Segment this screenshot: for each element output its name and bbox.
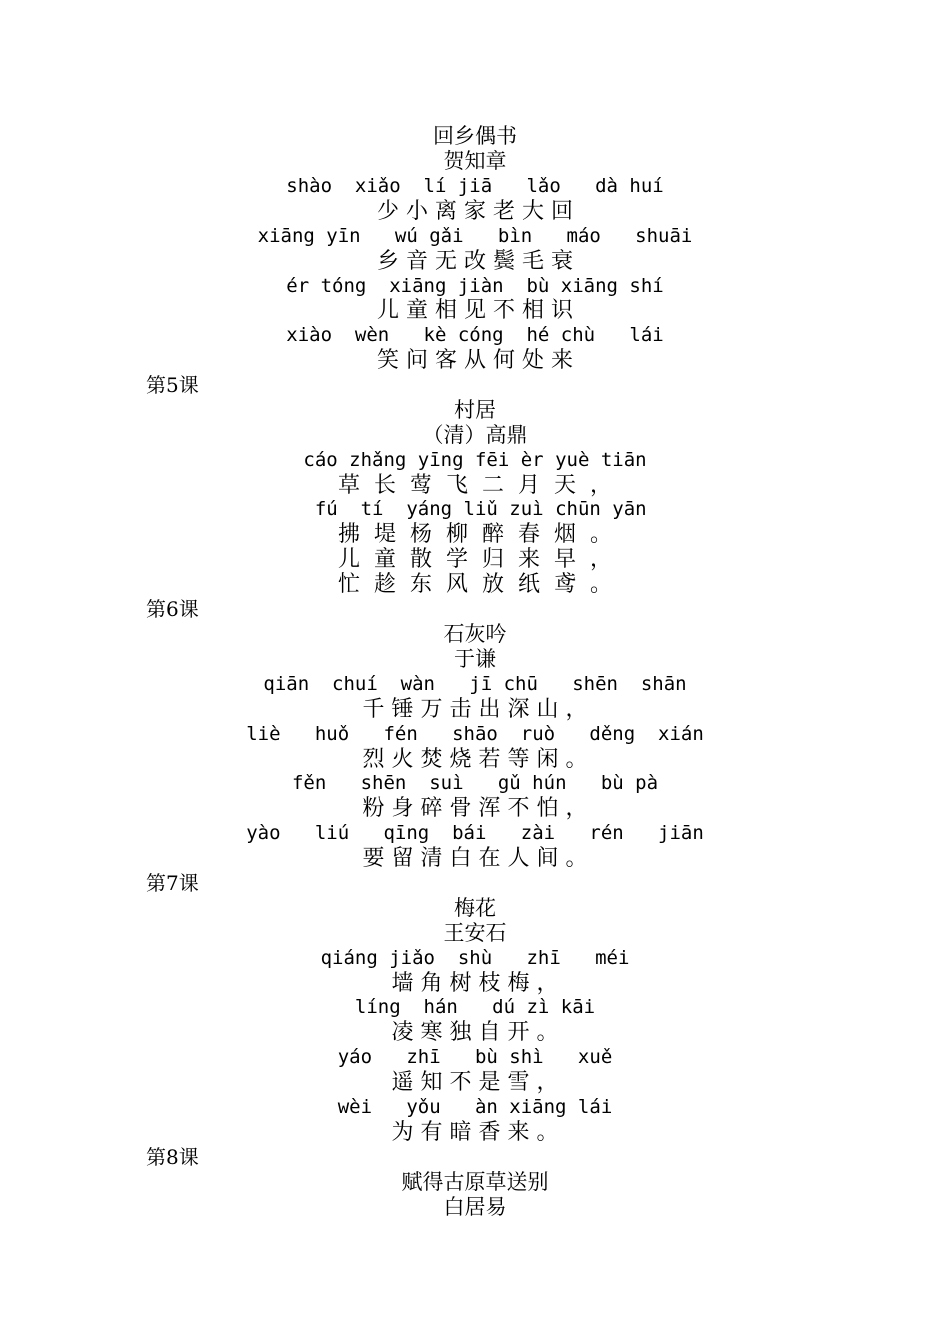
- poem-line: 儿 童 散 学 归 来 早 ，: [338, 547, 612, 572]
- pinyin-line: qiān chuí wàn jī chū shēn shān: [263, 673, 687, 695]
- pinyin-line: yào liú qīng bái zài rén jiān: [246, 822, 704, 844]
- poem-author: 贺知章: [443, 149, 507, 173]
- pinyin-line: liè huǒ fén shāo ruò děng xián: [246, 723, 704, 745]
- poem-line: 要 留 清 白 在 人 间 。: [362, 846, 588, 871]
- poem-author: 于谦: [454, 647, 496, 671]
- pinyin-line: fú tí yáng liǔ zuì chūn yān: [303, 498, 647, 520]
- poem-author: （清）高鼎: [422, 423, 528, 447]
- poem-title: 村居: [454, 398, 496, 422]
- poem-line: 为 有 暗 香 来 。: [391, 1120, 559, 1145]
- poem-line: 儿 童 相 见 不 相 识: [377, 298, 573, 323]
- poem-line: 千 锤 万 击 出 深 山 ，: [362, 697, 588, 722]
- pinyin-line: cáo zhǎng yīng fēi èr yuè tiān: [303, 449, 647, 471]
- pinyin-line: yáo zhī bù shì xuě: [337, 1046, 613, 1068]
- poem-title: 赋得古原草送别: [401, 1170, 549, 1194]
- pinyin-line: líng hán dú zì kāi: [354, 996, 596, 1018]
- poem-title: 回乡偶书: [433, 124, 517, 148]
- poem-line: 遥 知 不 是 雪 ，: [391, 1070, 559, 1095]
- poem-line: 忙 趁 东 风 放 纸 鸢 。: [338, 572, 612, 597]
- lesson-label: 第6课: [146, 597, 199, 621]
- poem-line: 烈 火 焚 烧 若 等 闲 。: [362, 747, 588, 772]
- poem-line: 乡 音 无 改 鬓 毛 衰: [377, 249, 573, 274]
- poem-line: 草 长 莺 飞 二 月 天 ，: [338, 473, 612, 498]
- poem-line: 笑 问 客 从 何 处 来: [377, 348, 573, 373]
- pinyin-line: ér tóng xiāng jiàn bù xiāng shí: [286, 275, 664, 297]
- poem-title: 石灰吟: [443, 622, 507, 646]
- poem-line: 粉 身 碎 骨 浑 不 怕 ，: [362, 796, 588, 821]
- lesson-label: 第5课: [146, 373, 199, 397]
- poem-author: 白居易: [443, 1195, 507, 1219]
- pinyin-line: wèi yǒu àn xiāng lái: [337, 1096, 613, 1118]
- pinyin-line: shào xiǎo lí jiā lǎo dà huí: [286, 175, 664, 197]
- poem-line: 拂 堤 杨 柳 醉 春 烟 。: [338, 522, 612, 547]
- poem-line: 少 小 离 家 老 大 回: [377, 199, 573, 224]
- poem-author: 王安石: [443, 921, 507, 945]
- lesson-label: 第8课: [146, 1145, 199, 1169]
- lesson-label: 第7课: [146, 871, 199, 895]
- pinyin-line: qiáng jiǎo shù zhī méi: [320, 947, 630, 969]
- poem-line: 凌 寒 独 自 开 。: [391, 1020, 559, 1045]
- poem-line: 墙 角 树 枝 梅 ，: [391, 971, 559, 996]
- pinyin-line: xiāng yīn wú gǎi bìn máo shuāi: [257, 225, 693, 247]
- poem-title: 梅花: [454, 896, 496, 920]
- pinyin-line: fěn shēn suì gǔ hún bù pà: [291, 772, 659, 794]
- pinyin-line: xiào wèn kè cóng hé chù lái: [286, 324, 664, 346]
